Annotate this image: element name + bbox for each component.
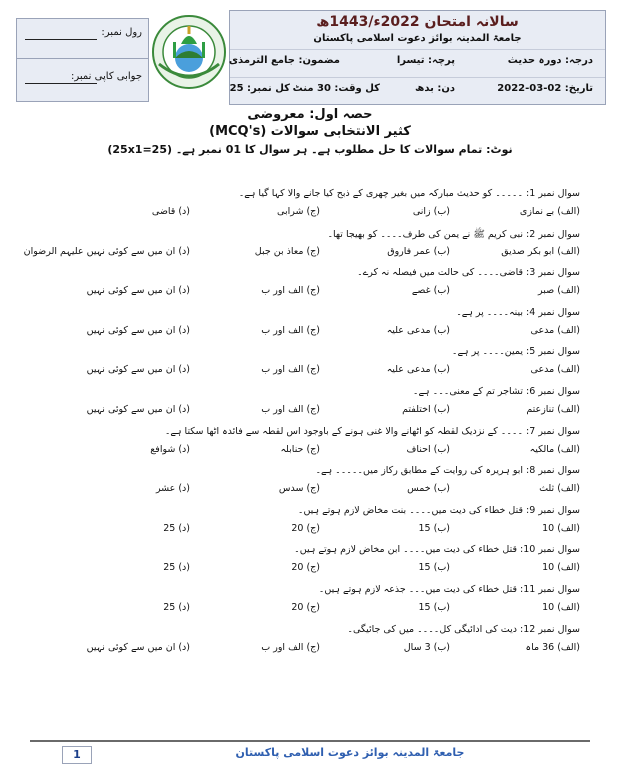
section-title: حصہ اول: معروضی xyxy=(247,107,373,122)
roll-number-label: رول نمبر: xyxy=(101,27,142,38)
question-option: (د) عشر xyxy=(155,483,190,495)
question-option: (الف) ثلث xyxy=(539,483,580,495)
question-option: (الف) مدعی xyxy=(530,364,580,376)
question-option: (د) 25 xyxy=(163,562,190,574)
question-option: (الف) 10 xyxy=(542,562,580,574)
day-field: دن: بدھ xyxy=(414,83,455,94)
question-option: (ج) 20 xyxy=(291,562,320,574)
question-option: (د) ان میں سے کوئی نہیں xyxy=(86,324,190,336)
subject-field: مضمون: جامع الترمذی xyxy=(228,55,340,66)
paper-field: پرچہ: تیسرا xyxy=(396,55,455,66)
date-field: تاریخ: 02-03-2022 xyxy=(497,83,593,94)
question-option: (ج) الف اور ب xyxy=(261,324,320,336)
question-text: سوال نمبر 6: تشاجر تم کے معنی۔۔۔ ہے۔ xyxy=(412,386,580,397)
question-text: سوال نمبر 10: قتل خطاء کی دیت میں۔۔۔۔ ابن مخاض لازم ہوتے ہیں۔ xyxy=(294,544,580,556)
question-option: (د) شوافع xyxy=(150,443,190,455)
section-subtitle: کثیر الانتخابی سوالات (MCQ's) xyxy=(209,124,411,139)
question-option: (ج) الف اور ب xyxy=(261,364,320,376)
question-option: (الف) تنازعتم xyxy=(526,404,580,415)
question-text: سوال نمبر 11: قتل خطاء کی دیت میں۔۔۔ جذعہ لازم ہوتے ہیں۔ xyxy=(318,584,580,595)
question-text: سوال نمبر 5: یمین۔۔۔۔ پر ہے۔ xyxy=(451,346,580,358)
question-option: (الف) 10 xyxy=(542,602,580,613)
question-option: (ب) غصے xyxy=(411,285,450,297)
roll-number-field[interactable] xyxy=(25,39,97,40)
question-text: سوال نمبر 1: ۔۔۔۔۔ کو حدیث مبارکہ میں بغیر چھری کے ذبح کیا جانے والا کہا گیا ہے۔ xyxy=(238,188,580,199)
question-option: (د) ان میں سے کوئی نہیں xyxy=(86,285,190,297)
question-option: (ج) معاذ بن جبل xyxy=(254,245,320,257)
question-option: (د) 25 xyxy=(163,602,190,613)
roll-number-box xyxy=(16,18,149,60)
footer-institution: جامعۃ المدینہ بوائز دعوت اسلامی پاکستان xyxy=(235,746,465,759)
total-marks-field: کل نمبر: 25 xyxy=(229,83,290,94)
question-option: (ج) شرابی xyxy=(277,206,320,217)
question-option: (الف) ابو بکر صدیق xyxy=(501,245,580,257)
question-option: (د) ان میں سے کوئی نہیں xyxy=(86,641,190,653)
question-option: (ب) اختلفتم xyxy=(402,404,450,415)
institution-name: جامعۃ المدینہ بوائز دعوت اسلامی پاکستان xyxy=(313,33,522,44)
question-option: (ب) عمر فاروق xyxy=(387,245,450,257)
question-option: (د) ان میں سے کوئی نہیں علیہم الرضوان xyxy=(23,245,190,257)
institution-logo-icon xyxy=(151,14,227,90)
question-option: (ج) الف اور ب xyxy=(261,285,320,297)
question-option: (ج) الف اور ب xyxy=(261,404,320,415)
question-option: (ج) الف اور ب xyxy=(261,641,320,653)
question-option: (ب) 15 xyxy=(418,522,450,534)
question-option: (ب) خمس xyxy=(407,483,450,495)
question-option: (ب) زانی xyxy=(412,206,450,217)
question-option: (ج) سدس xyxy=(278,483,320,495)
answer-copy-field[interactable] xyxy=(25,83,97,84)
question-text: سوال نمبر 2: نبی کریم ﷺ نے یمن کی طرف۔۔۔۔ کو بھیجا تھا۔ xyxy=(327,228,580,240)
question-option: (ج) 20 xyxy=(291,522,320,534)
page-number: 1 xyxy=(62,746,92,764)
level-field: درجہ: دورہ حدیث xyxy=(507,55,593,66)
answer-copy-label: جوابی کاپی نمبر: xyxy=(71,71,142,82)
question-option: (د) ان میں سے کوئی نہیں xyxy=(86,404,190,415)
question-option: (ج) حنابلہ xyxy=(280,443,320,455)
exam-header xyxy=(229,10,606,105)
question-text: سوال نمبر 8: ابو ہریرہ کی روایت کے مطابق رکاز میں۔۔۔۔۔ ہے۔ xyxy=(315,465,580,477)
question-text: سوال نمبر 7: ۔۔۔۔ کے نزدیک لقطہ کو اٹھانے والا غنی ہونے کے باوجود اس لقطہ سے فائدہ اٹھا سکتا ہے۔ xyxy=(164,425,580,437)
question-option: (ج) 20 xyxy=(291,602,320,613)
question-option: (ب) مدعی علیہ xyxy=(386,324,450,336)
exam-title: سالانہ امتحان 2022ء/1443ھ xyxy=(316,14,519,30)
question-option: (ب) احناف xyxy=(406,443,450,455)
question-option: (د) قاضی xyxy=(151,206,190,217)
question-option: (ب) 15 xyxy=(418,562,450,574)
section-note: نوٹ: تمام سوالات کا حل مطلوب ہے۔ ہر سوال کا 01 نمبر ہے۔ (25x1=25) xyxy=(107,143,513,156)
question-text: سوال نمبر 9: قتل خطاء کی دیت میں۔۔۔۔ بنت مخاض لازم ہوتے ہیں۔ xyxy=(297,504,580,516)
question-text: سوال نمبر 3: قاضی۔۔۔۔ کی حالت میں فیصلہ نہ کرے۔ xyxy=(357,267,580,279)
question-option: (الف) مالکیہ xyxy=(529,443,580,455)
footer-divider xyxy=(30,740,590,742)
question-text: سوال نمبر 4: بینہ۔۔۔۔ پر ہے۔ xyxy=(456,306,580,318)
question-option: (ب) مدعی علیہ xyxy=(386,364,450,376)
question-option: (د) 25 xyxy=(163,522,190,534)
answer-copy-box xyxy=(16,58,149,102)
question-option: (د) ان میں سے کوئی نہیں xyxy=(86,364,190,376)
question-option: (الف) صبر xyxy=(538,285,580,297)
time-field: کل وقت: 30 منٹ xyxy=(292,83,380,94)
question-option: (الف) مدعی xyxy=(530,324,580,336)
question-option: (الف) بے نمازی xyxy=(519,206,580,217)
question-text: سوال نمبر 12: دیت کی ادائیگی کل۔۔۔۔ میں کی جائیگی۔ xyxy=(347,623,580,635)
question-option: (ب) 15 xyxy=(418,602,450,613)
question-option: (الف) 36 ماہ xyxy=(525,641,580,653)
question-option: (الف) 10 xyxy=(542,522,580,534)
question-option: (ب) 3 سال xyxy=(403,641,450,653)
